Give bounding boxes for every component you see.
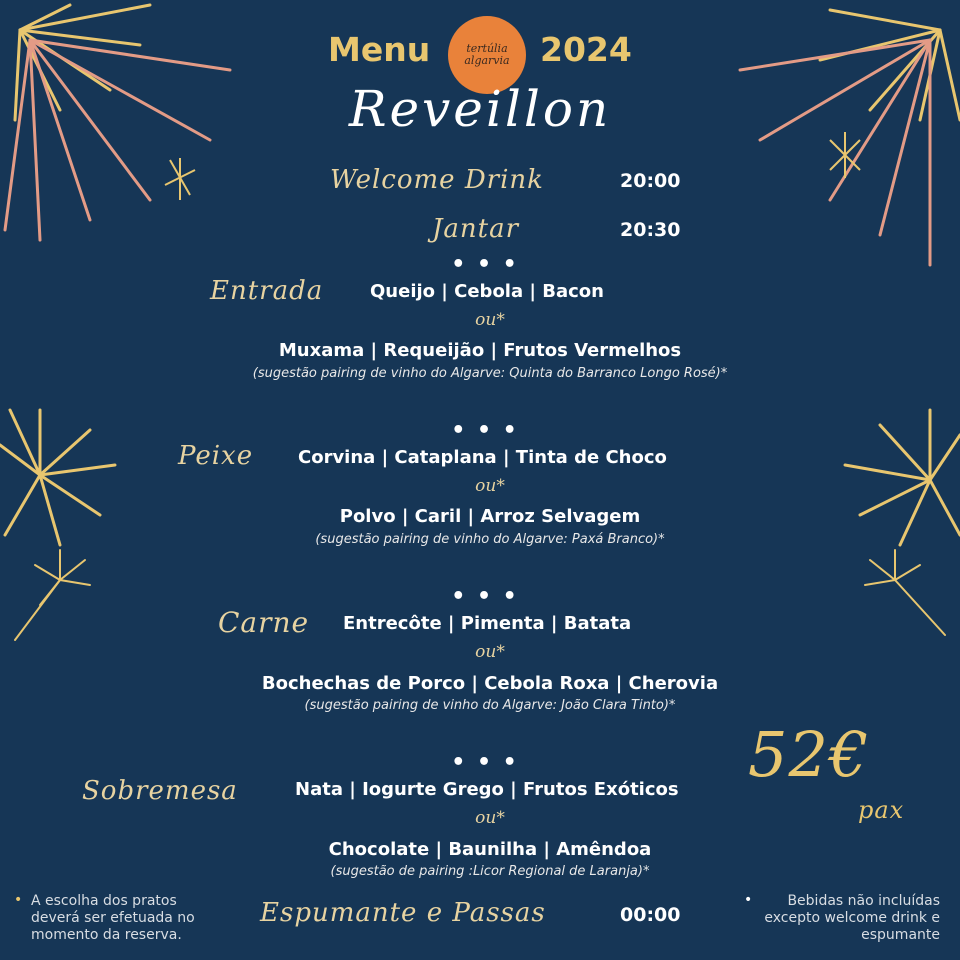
or-label: ou*: [475, 310, 505, 330]
finale-time: 00:00: [620, 904, 681, 926]
separator-dots: • • •: [451, 252, 519, 277]
price-amount: 52€: [748, 718, 870, 791]
course-label-peixe: Peixe: [178, 441, 254, 471]
page-title: Reveillon: [348, 80, 612, 138]
welcome-drink-time: 20:00: [620, 170, 681, 192]
entrada-pairing: (sugestão pairing de vinho do Algarve: Quinta do Barranco Longo Rosé)*: [252, 366, 728, 381]
entrada-option-1: Queijo | Cebola | Bacon: [370, 281, 604, 302]
sobremesa-pairing: (sugestão de pairing :Licor Regional de Laranja)*: [330, 864, 650, 879]
carne-option-2: Bochechas de Porco | Cebola Roxa | Cherovia: [261, 673, 719, 694]
logo-text: tertúlia algarvia: [464, 42, 510, 67]
course-label-sobremesa: Sobremesa: [82, 776, 238, 806]
price-unit: pax: [858, 796, 905, 824]
course-label-carne: Carne: [218, 606, 310, 639]
entrada-option-2: Muxama | Requeijão | Frutos Vermelhos: [278, 340, 682, 361]
dinner-label: Jantar: [432, 214, 520, 244]
firework-top-right-icon: [720, 0, 960, 270]
separator-dots: • • •: [451, 584, 519, 609]
peixe-option-2: Polvo | Caril | Arroz Selvagem: [339, 506, 641, 527]
separator-dots: • • •: [451, 418, 519, 443]
year-label: 2024: [540, 30, 632, 69]
sobremesa-option-2: Chocolate | Baunilha | Amêndoa: [328, 839, 652, 860]
firework-mid-left-icon: [0, 405, 130, 645]
note-right: Bebidas não incluídas excepto welcome drink e espumante: [764, 893, 940, 943]
firework-top-left-icon: [0, 0, 260, 260]
peixe-pairing: (sugestão pairing de vinho do Algarve: Paxá Branco)*: [315, 532, 665, 547]
menu-label: Menu: [328, 30, 431, 69]
firework-mid-right-icon: [840, 405, 960, 645]
peixe-option-1: Corvina | Cataplana | Tinta de Choco: [298, 447, 667, 468]
finale-label: Espumante e Passas: [260, 898, 546, 928]
sobremesa-option-1: Nata | Iogurte Grego | Frutos Exóticos: [295, 779, 679, 800]
note-left: A escolha dos pratos deverá ser efetuada no momento da reserva.: [31, 893, 195, 943]
carne-option-1: Entrecôte | Pimenta | Batata: [343, 613, 632, 634]
dinner-time: 20:30: [620, 219, 681, 241]
separator-dots: • • •: [451, 750, 519, 775]
note-right-bullet: •: [744, 892, 753, 908]
note-left-bullet: •: [14, 892, 23, 908]
course-label-entrada: Entrada: [210, 276, 324, 306]
welcome-drink-label: Welcome Drink: [330, 165, 544, 195]
or-label: ou*: [475, 476, 505, 496]
carne-pairing: (sugestão pairing de vinho do Algarve: João Clara Tinto)*: [304, 698, 676, 713]
or-label: ou*: [475, 808, 505, 828]
or-label: ou*: [475, 642, 505, 662]
